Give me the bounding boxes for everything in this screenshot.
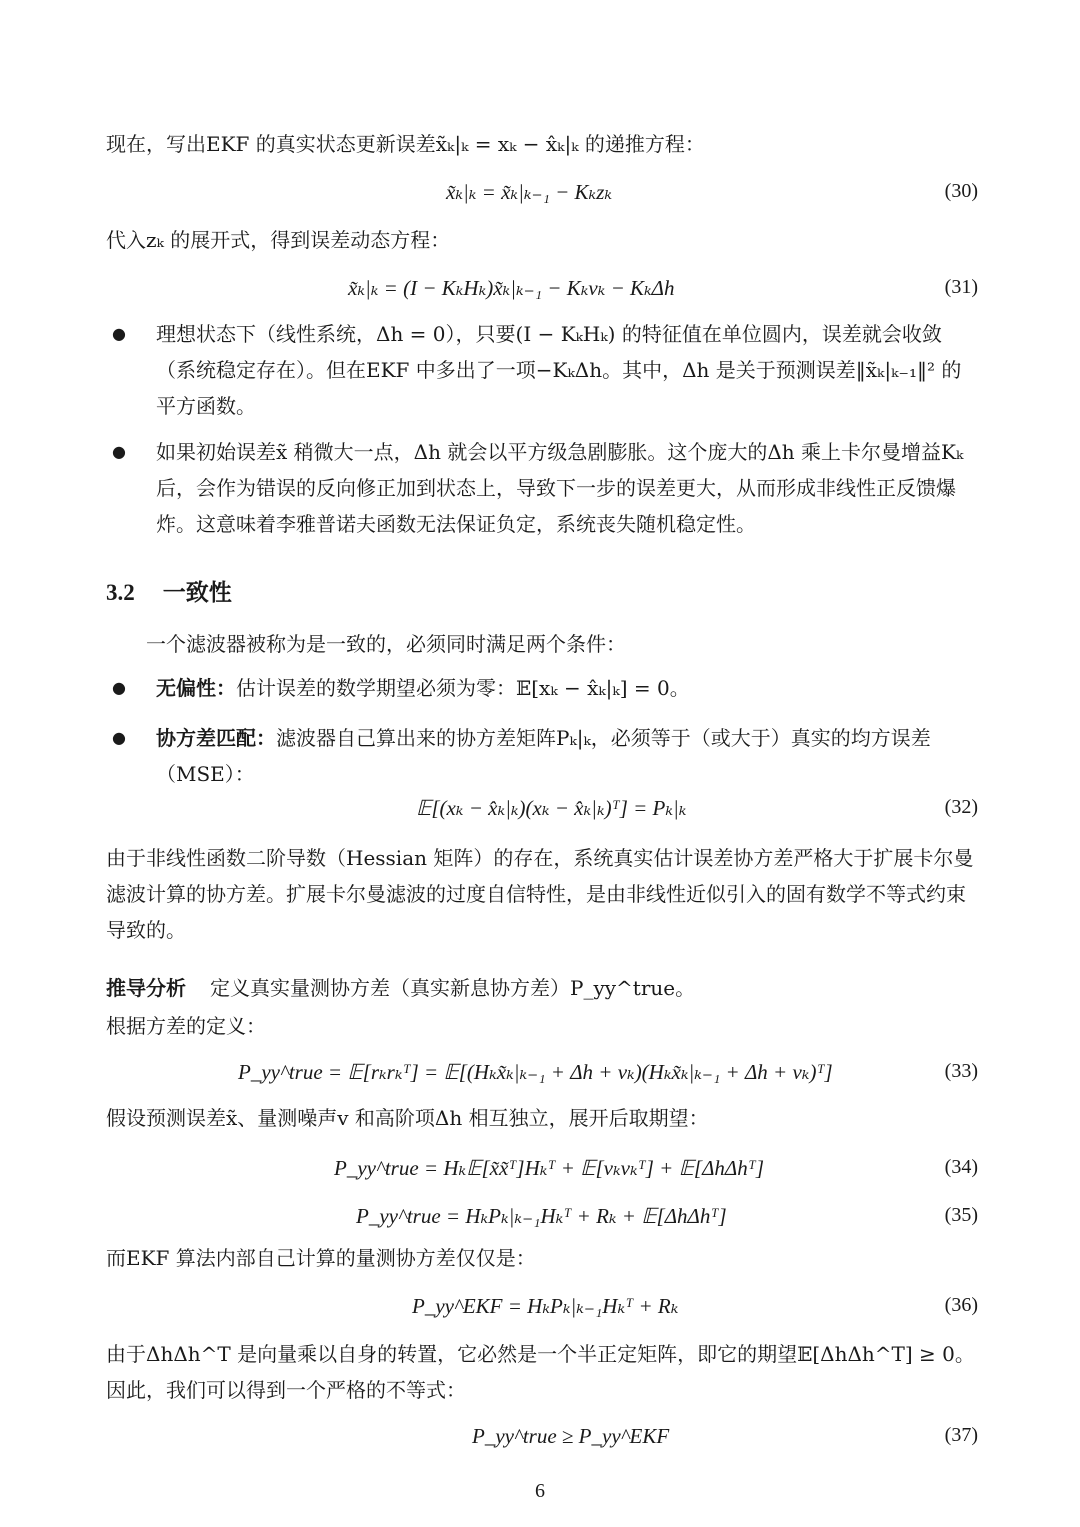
list-item [106,316,978,424]
equation-number: (33) [944,1060,978,1082]
paragraph-hessian: 由于非线性函数二阶导数（Hessian 矩阵）的存在，系统真实估计误差协方差严格大于扩展卡尔曼滤波计算的协方差。扩展卡尔曼滤波的过度自信特性，是由非线性近似引入的固有数学不等式约束导致的。 [106,846,974,942]
list-item [106,670,978,706]
equation-number: (34) [944,1156,978,1178]
section-title: 一致性 [162,580,232,606]
derivation-text: 定义真实量测协方差（真实新息协方差）P_yy^true。 [210,976,696,1000]
section-intro: 一个滤波器被称为是一致的，必须同时满足两个条件： [146,632,626,656]
paragraph-psd: 由于ΔhΔh^T 是向量乘以自身的转置，它必然是一个半正定矩阵，即它的期望𝔼[ΔhΔh^T] ≥ 0。 [106,1342,975,1366]
equation-36 [106,1286,978,1326]
section-number: 3.2 [106,580,135,605]
equation-expr: x̃ₖ|ₖ = x̃ₖ|ₖ₋₁ − Kₖzₖ [446,180,613,204]
list-item-text: 理想状态下（线性系统，Δh = 0），只要(I − KₖHₖ) 的特征值在单位圆内，误差就会收敛（系统稳定存在）。但在EKF 中多出了一项−KₖΔh。其中，Δh 是关于预测误差‖x̃ₖ|ₖ₋₁‖² 的平方函数。 [156,322,962,418]
section-heading [106,574,232,607]
paragraph-ekf-internal: 而EKF 算法内部自己计算的量测协方差仅仅是： [106,1246,536,1270]
list-item-text: 滤波器自己算出来的协方差矩阵Pₖ|ₖ，必须等于（或大于）真实的均方误差（MSE）： [156,726,931,786]
list-item [106,434,978,542]
equation-number: (30) [944,180,978,202]
equation-expr: x̃ₖ|ₖ = (I − KₖHₖ)x̃ₖ|ₖ₋₁ − Kₖvₖ − KₖΔh [348,276,675,300]
paragraph-substitute: 代入zₖ 的展开式，得到误差动态方程： [106,228,451,252]
equation-30 [106,172,978,212]
list-item-label: 协方差匹配： [156,726,276,750]
bullet-icon: ● [112,324,126,343]
bullet-icon: ● [112,678,126,697]
equation-number: (36) [944,1294,978,1316]
equation-35 [106,1196,978,1236]
equation-31 [106,268,978,308]
equation-37 [106,1416,978,1456]
equation-expr: P_yy^true = HₖPₖ|ₖ₋₁Hₖᵀ + Rₖ + 𝔼[ΔhΔhᵀ] [356,1204,727,1228]
list-item-label: 无偏性： [156,676,236,700]
paragraph-variance-def: 根据方差的定义： [106,1014,266,1038]
paragraph-independence: 假设预测误差x̃、量测噪声v 和高阶项Δh 相互独立，展开后取期望： [106,1106,709,1130]
equation-expr: P_yy^true ≥ P_yy^EKF [472,1424,670,1448]
derivation-label: 推导分析 [106,976,186,1000]
equation-33 [106,1052,978,1092]
equation-number: (35) [944,1204,978,1226]
equation-number: (31) [944,276,978,298]
paragraph-therefore: 因此，我们可以得到一个严格的不等式： [106,1378,466,1402]
equation-expr: P_yy^true = Hₖ𝔼[x̃x̃ᵀ]Hₖᵀ + 𝔼[vₖvₖᵀ] + 𝔼[ΔhΔhᵀ] [334,1156,765,1180]
equation-expr: P_yy^true = 𝔼[rₖrₖᵀ] = 𝔼[(Hₖx̃ₖ|ₖ₋₁ + Δh + vₖ)(Hₖx̃ₖ|ₖ₋₁ + Δh + vₖ)ᵀ] [238,1060,833,1084]
equation-number: (32) [944,796,978,818]
page-number: 6 [535,1480,545,1502]
bullet-icon: ● [112,442,126,461]
list-item-text: 如果初始误差x̃ 稍微大一点，Δh 就会以平方级急剧膨胀。这个庞大的Δh 乘上卡尔曼增益Kₖ 后，会作为错误的反向修正加到状态上，导致下一步的误差更大，从而形成非线性正反馈爆炸。这意味着李雅普诺夫函数无法保证负定，系统丧失随机稳定性。 [156,440,964,536]
equation-34 [106,1148,978,1188]
equation-number: (37) [944,1424,978,1446]
equation-expr: 𝔼[(xₖ − x̂ₖ|ₖ)(xₖ − x̂ₖ|ₖ)ᵀ] = Pₖ|ₖ [416,796,687,820]
list-item [106,720,978,792]
paragraph-ekf-error: 现在，写出EKF 的真实状态更新误差x̃ₖ|ₖ = xₖ − x̂ₖ|ₖ 的递推方程： [106,132,705,156]
paragraph-derivation [106,970,978,1006]
equation-expr: P_yy^EKF = HₖPₖ|ₖ₋₁Hₖᵀ + Rₖ [412,1294,679,1318]
list-item-text: 估计误差的数学期望必须为零：𝔼[xₖ − x̂ₖ|ₖ] = 0。 [236,676,690,700]
equation-32 [106,788,978,828]
bullet-icon: ● [112,728,126,747]
